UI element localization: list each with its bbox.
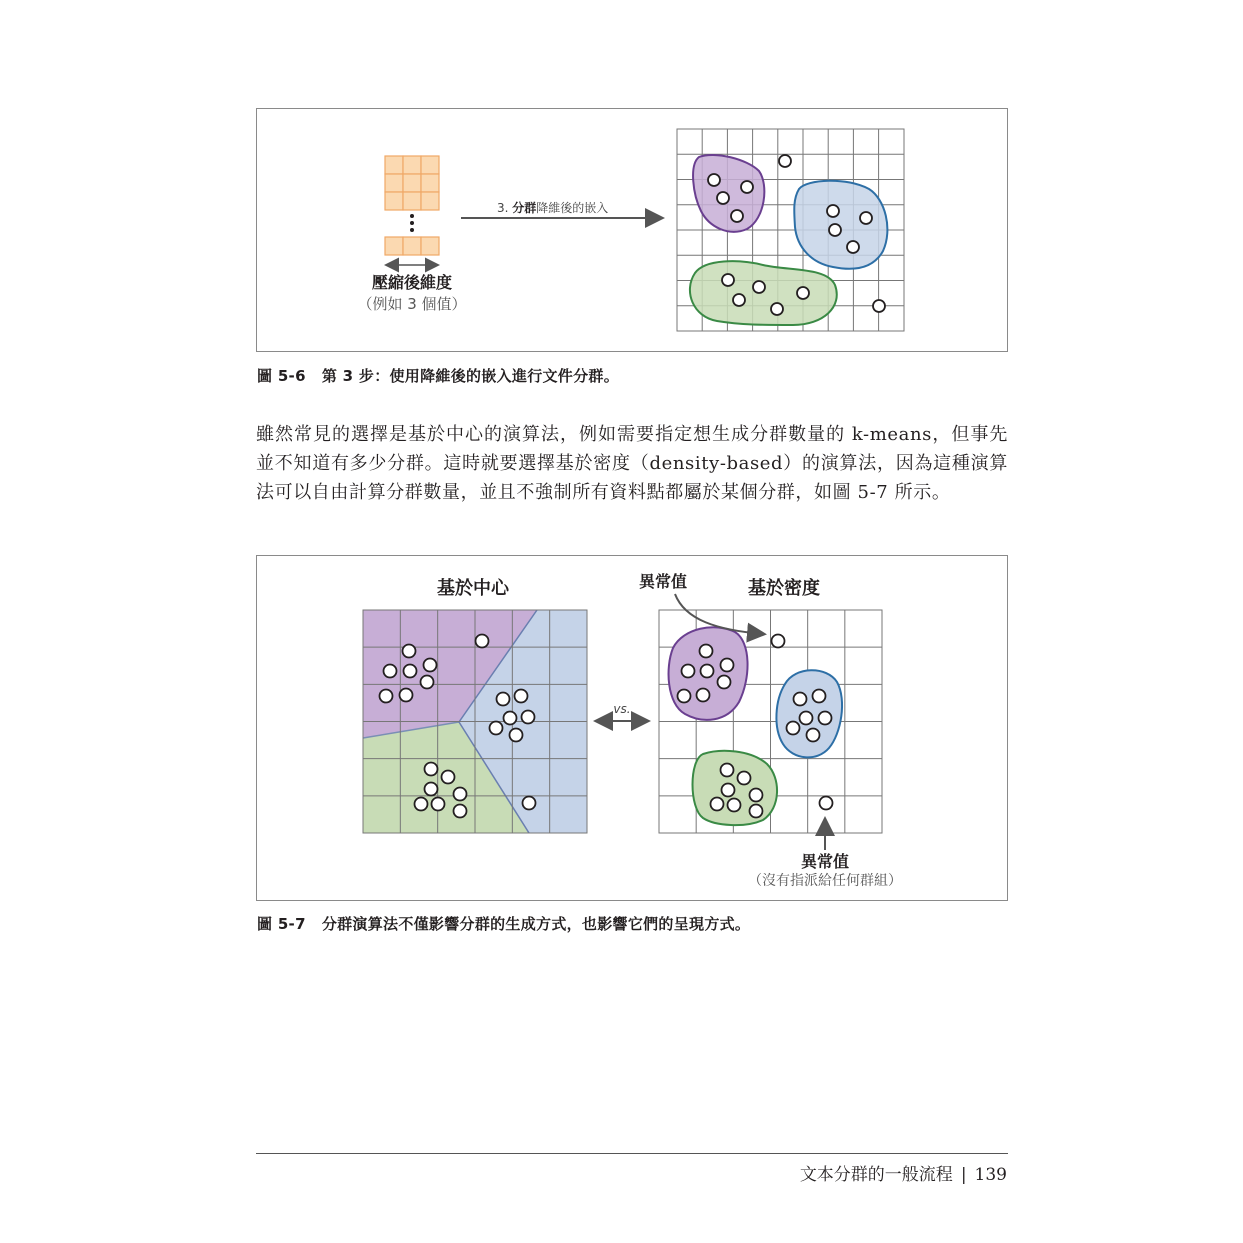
page-footer [800,1160,1007,1185]
figure-5-7-caption [257,913,750,934]
outlier-bottom-sublabel: （沒有指派給任何群組） [748,873,902,889]
page-number: 139 [974,1165,1007,1185]
process-arrow-label: 3. 分群降維後的嵌入 [497,201,609,215]
vs-label: vs. [613,702,631,716]
outlier-bottom-label: 異常值 [800,852,850,871]
embedding-matrix-icon [385,156,439,255]
body-paragraph: 雖然常見的選擇是基於中心的演算法，例如需要指定想生成分群數量的 k-means，但事先並不知道有多少分群。這時就要選擇基於密度（density-based）的演算法，因為這種演算法可以自由計算分群數量，並且不強制所有資料點都屬於某個分群，如圖 5-7 所示。 [256,424,1008,503]
centroid-panel [363,610,587,833]
figure-5-6-graphic [257,109,1009,353]
cluster-purple [693,155,764,232]
figure-5-6 [256,108,1008,352]
footer-chapter-title: 文本分群的一般流程 [799,1165,953,1185]
embedding-label: 壓縮後維度 [371,273,453,292]
figure-5-6-caption-text: 第 3 步：使用降維後的嵌入進行文件分群。 [321,367,620,385]
figure-5-7 [256,555,1008,901]
left-panel-title: 基於中心 [437,578,509,599]
embedding-sublabel: （例如 3 個值） [357,295,467,313]
figure-5-7-caption-text: 分群演算法不僅影響分群的生成方式，也影響它們的呈現方式。 [321,915,751,933]
figure-5-6-caption [257,365,619,386]
figure-5-7-graphic [257,556,1009,902]
cluster-blue [794,181,887,269]
footer-rule [256,1153,1008,1154]
figure-5-6-number: 圖 5-6 [257,367,306,385]
cluster-green [690,261,837,325]
figure-5-7-number: 圖 5-7 [257,915,306,933]
outlier-top-label: 異常值 [638,572,688,591]
cluster-grid-56 [677,129,904,331]
footer-separator: | [960,1165,967,1185]
right-panel-title: 基於密度 [748,578,820,599]
density-panel [659,610,882,833]
vertical-ellipsis-icon [410,214,414,232]
